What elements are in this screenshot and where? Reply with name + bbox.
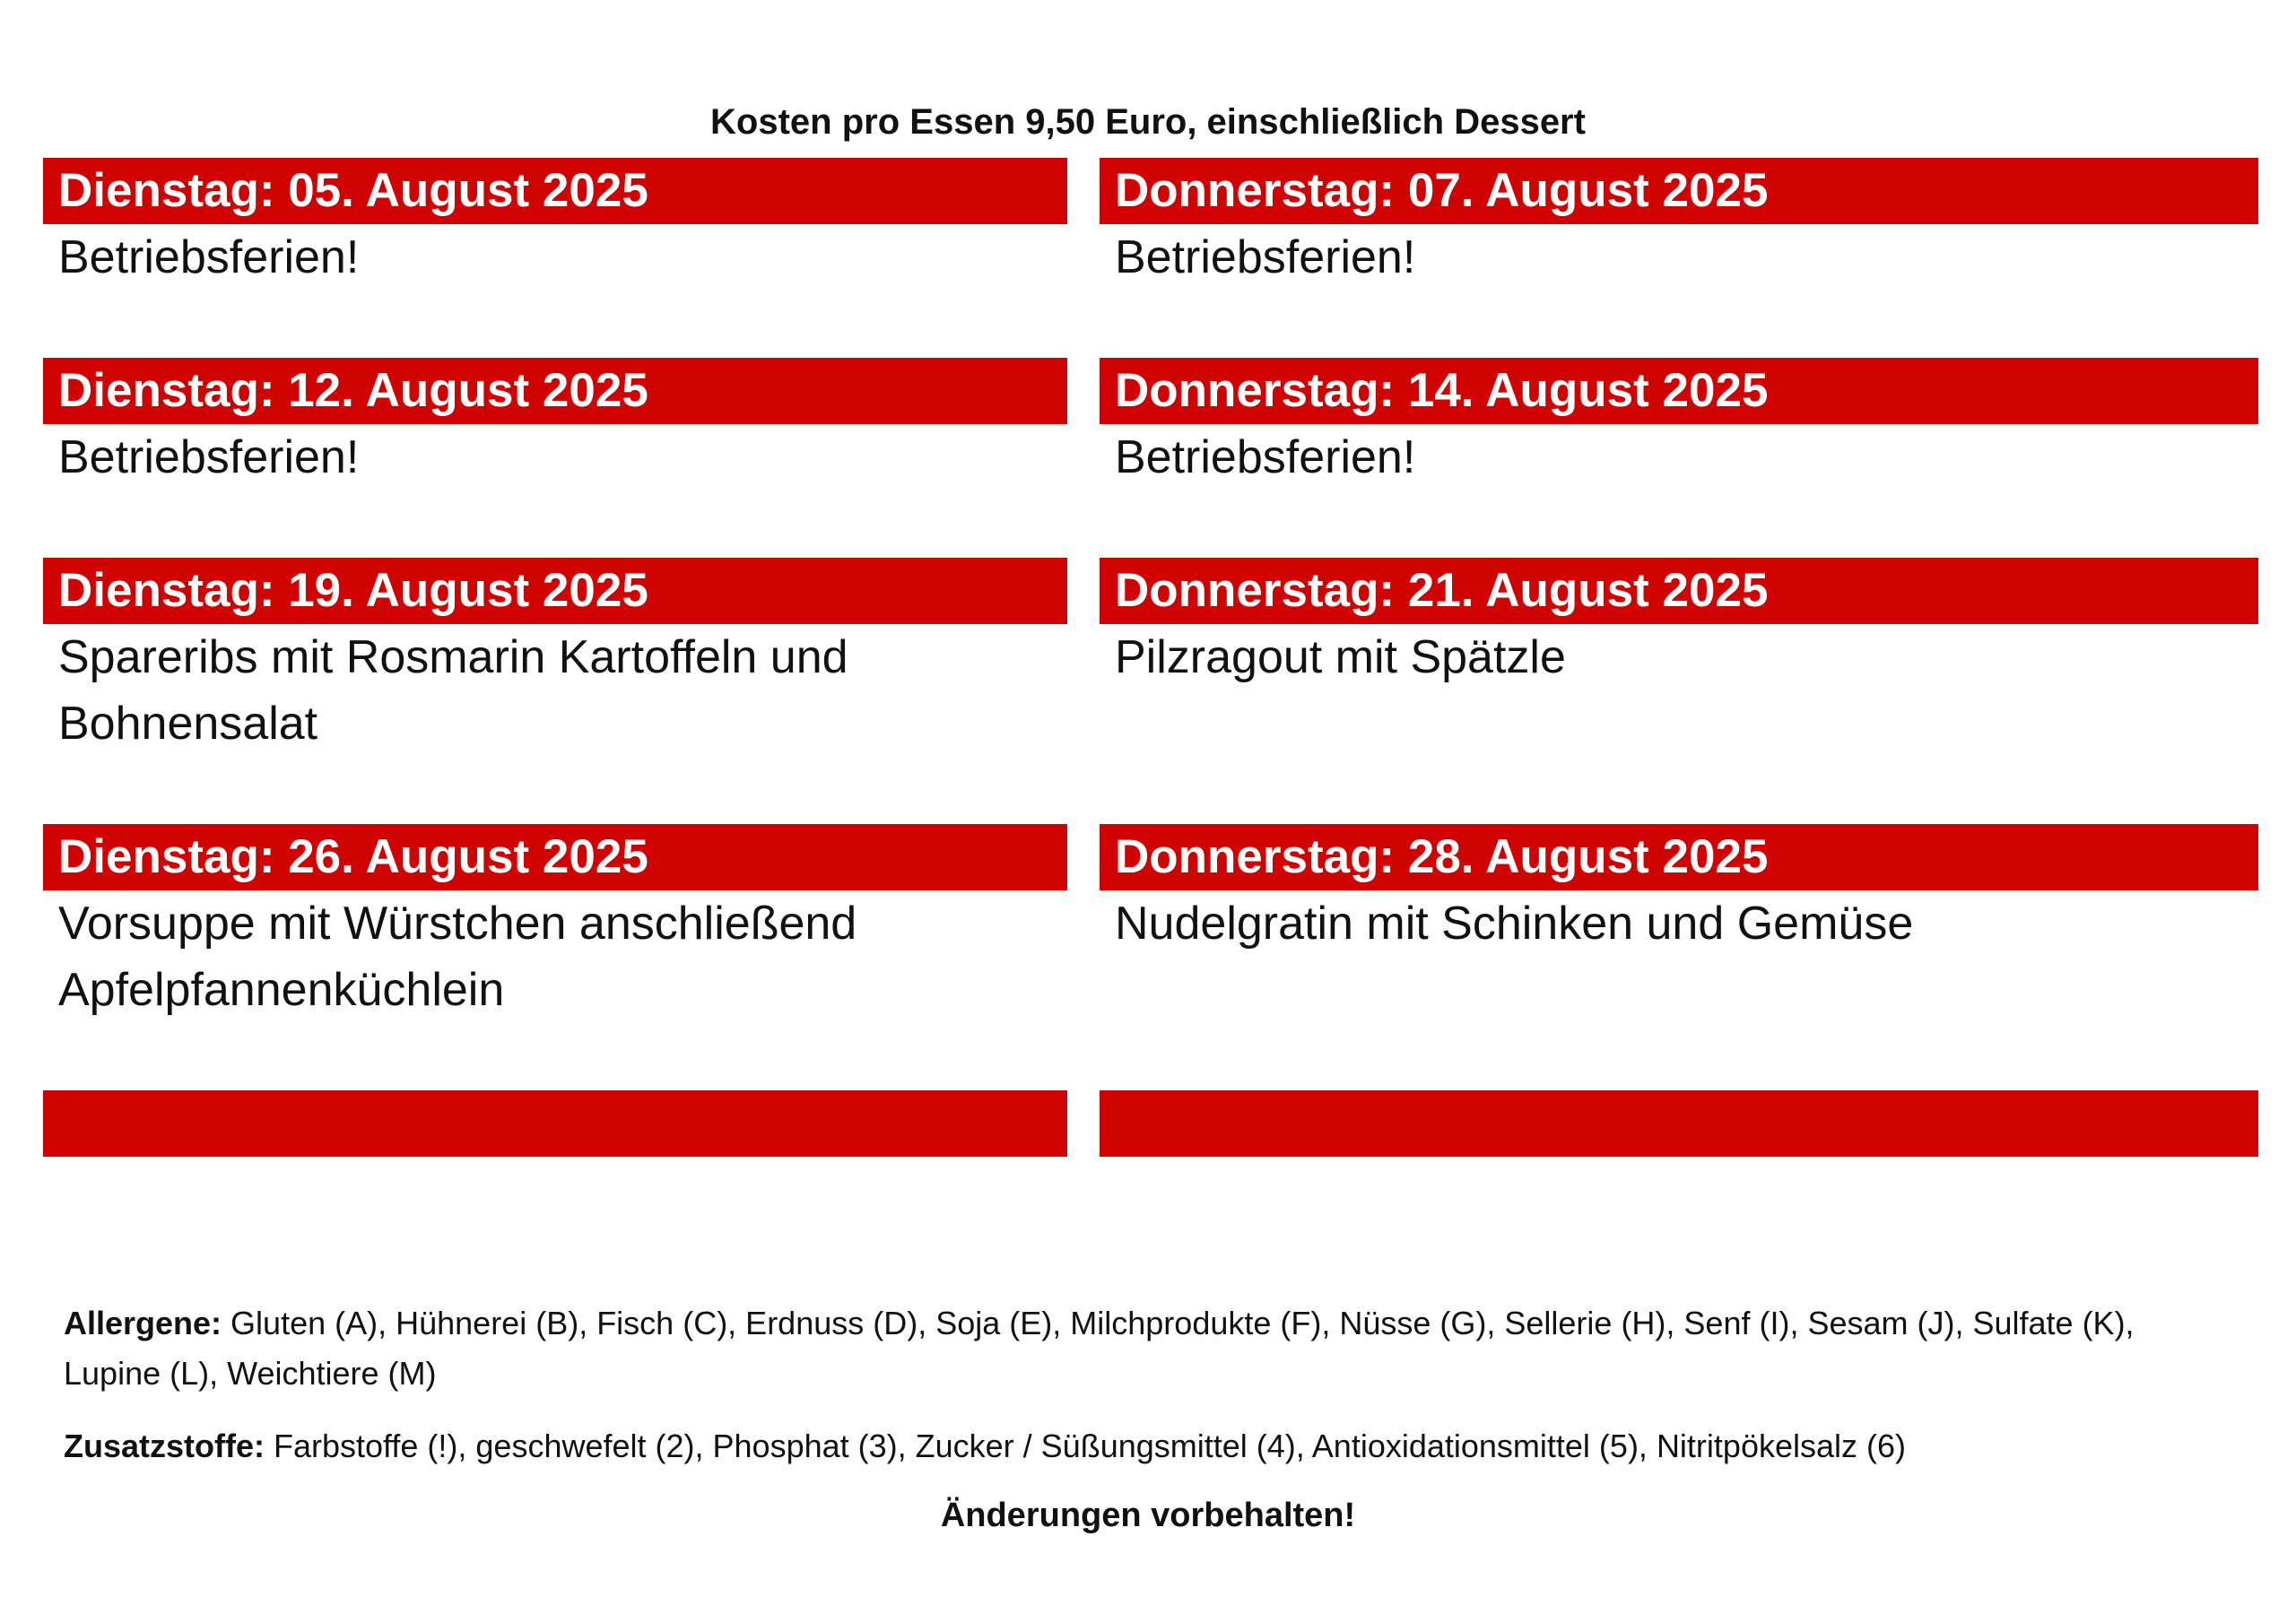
meal-text: Vorsuppe mit Würstchen anschließend Apfelpfannenküchlein [58,898,857,1016]
additive-label: Zusatzstoffe: [64,1428,265,1464]
day-header: Dienstag: 26. August 2025 [43,824,1067,890]
day-header: Donnerstag: 14. August 2025 [1100,358,2258,424]
day-block-tue-05 [43,158,1067,291]
allergen-legend [64,1298,2234,1399]
changes-reserved-note: Änderungen vorbehalten! [940,1497,1356,1534]
meal-text: Pilzragout mit Spätzle [1115,631,1566,683]
meal-text: Betriebsferien! [1115,431,1416,483]
day-block-tue-12 [43,358,1067,490]
day-header: Dienstag: 05. August 2025 [43,158,1067,224]
day-header: Dienstag: 19. August 2025 [43,558,1067,624]
price-title: Kosten pro Essen 9,50 Euro, einschließlich Dessert [710,102,1586,142]
day-block-thu-21 [1100,558,2258,690]
day-header: Dienstag: 12. August 2025 [43,358,1067,424]
additive-legend [64,1421,2234,1471]
day-block-thu-14 [1100,358,2258,490]
day-header: Donnerstag: 28. August 2025 [1100,824,2258,890]
day-header: Donnerstag: 07. August 2025 [1100,158,2258,224]
day-header: Donnerstag: 21. August 2025 [1100,558,2258,624]
empty-day-bar-left [43,1090,1067,1157]
empty-day-bar-right [1100,1090,2258,1157]
additive-text: Farbstoffe (!), geschwefelt (2), Phosphat (3), Zucker / Süßungsmittel (4), Antioxidationsmittel (5), Nitritpökelsalz (6) [265,1428,1907,1464]
day-block-thu-07 [1100,158,2258,291]
allergen-label: Allergene: [64,1305,222,1341]
meal-text: Spareribs mit Rosmarin Kartoffeln und Bohnensalat [58,631,848,750]
day-block-thu-28 [1100,824,2258,957]
allergen-text: Gluten (A), Hühnerei (B), Fisch (C), Erdnuss (D), Soja (E), Milchprodukte (F), Nüsse (G), Sellerie (H), Senf (I), Sesam (J), Sulfate (K), Lupine (L), Weichtiere (M) [64,1305,2135,1392]
meal-text: Betriebsferien! [1115,231,1416,283]
meal-text: Betriebsferien! [58,431,360,483]
meal-text: Betriebsferien! [58,231,360,283]
day-block-tue-26 [43,824,1067,1023]
day-block-tue-19 [43,558,1067,757]
meal-text: Nudelgratin mit Schinken und Gemüse [1115,898,1914,950]
